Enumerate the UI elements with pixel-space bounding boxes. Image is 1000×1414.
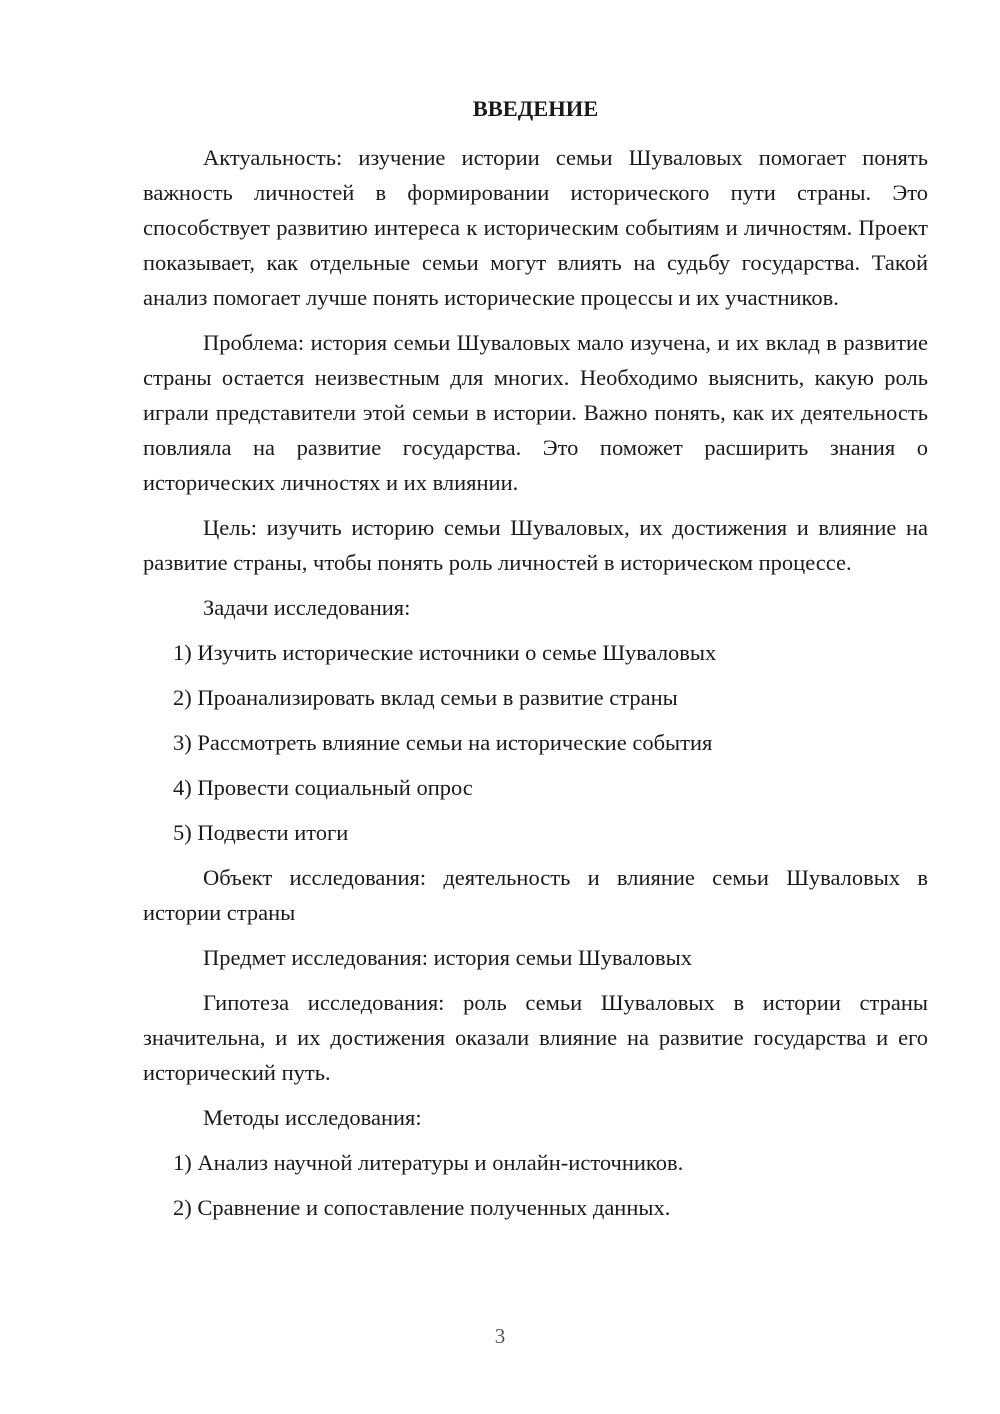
subject-paragraph: Предмет исследования: история семьи Шуваловых [203,945,692,970]
relevance-paragraph: Актуальность: изучение истории семьи Шуваловых помогает понять важность личностей в формировании исторического пути страны. Это способствует развитию интереса к историческим событиям и личностям. Проект показывает, как отдельные семьи могут влиять на судьбу государства. Такой анализ помогает лучше понять исторические процессы и их участников. [143,145,928,310]
task-item: 3) Рассмотреть влияние семьи на исторические события [173,730,713,755]
task-item: 4) Провести социальный опрос [173,775,473,800]
task-item: 1) Изучить исторические источники о семье Шуваловых [173,640,717,665]
hypothesis-paragraph: Гипотеза исследования: роль семьи Шуваловых в истории страны значительна, и их достижения оказали влияние на развитие государства и его исторический путь. [143,990,928,1085]
method-item: 2) Сравнение и сопоставление полученных данных. [173,1195,671,1220]
task-item: 2) Проанализировать вклад семьи в развитие страны [173,685,678,710]
method-item: 1) Анализ научной литературы и онлайн-источников. [173,1150,684,1175]
document-page [143,94,928,1235]
page-number: 3 [494,1324,506,1348]
methods-title: Методы исследования: [203,1105,422,1130]
task-item: 5) Подвести итоги [173,820,349,845]
problem-paragraph: Проблема: история семьи Шуваловых мало изучена, и их вклад в развитие страны остается неизвестным для многих. Необходимо выяснить, какую роль играли представители этой семьи в истории. Важно понять, как их деятельность повлияла на развитие государства. Это поможет расширить знания о исторических личностях и их влиянии. [143,330,928,495]
tasks-title: Задачи исследования: [203,595,411,620]
section-heading: ВВЕДЕНИЕ [472,96,599,121]
object-paragraph: Объект исследования: деятельность и влияние семьи Шуваловых в истории страны [143,865,928,925]
goal-paragraph: Цель: изучить историю семьи Шуваловых, их достижения и влияние на развитие страны, чтобы понять роль личностей в историческом процессе. [143,515,928,575]
